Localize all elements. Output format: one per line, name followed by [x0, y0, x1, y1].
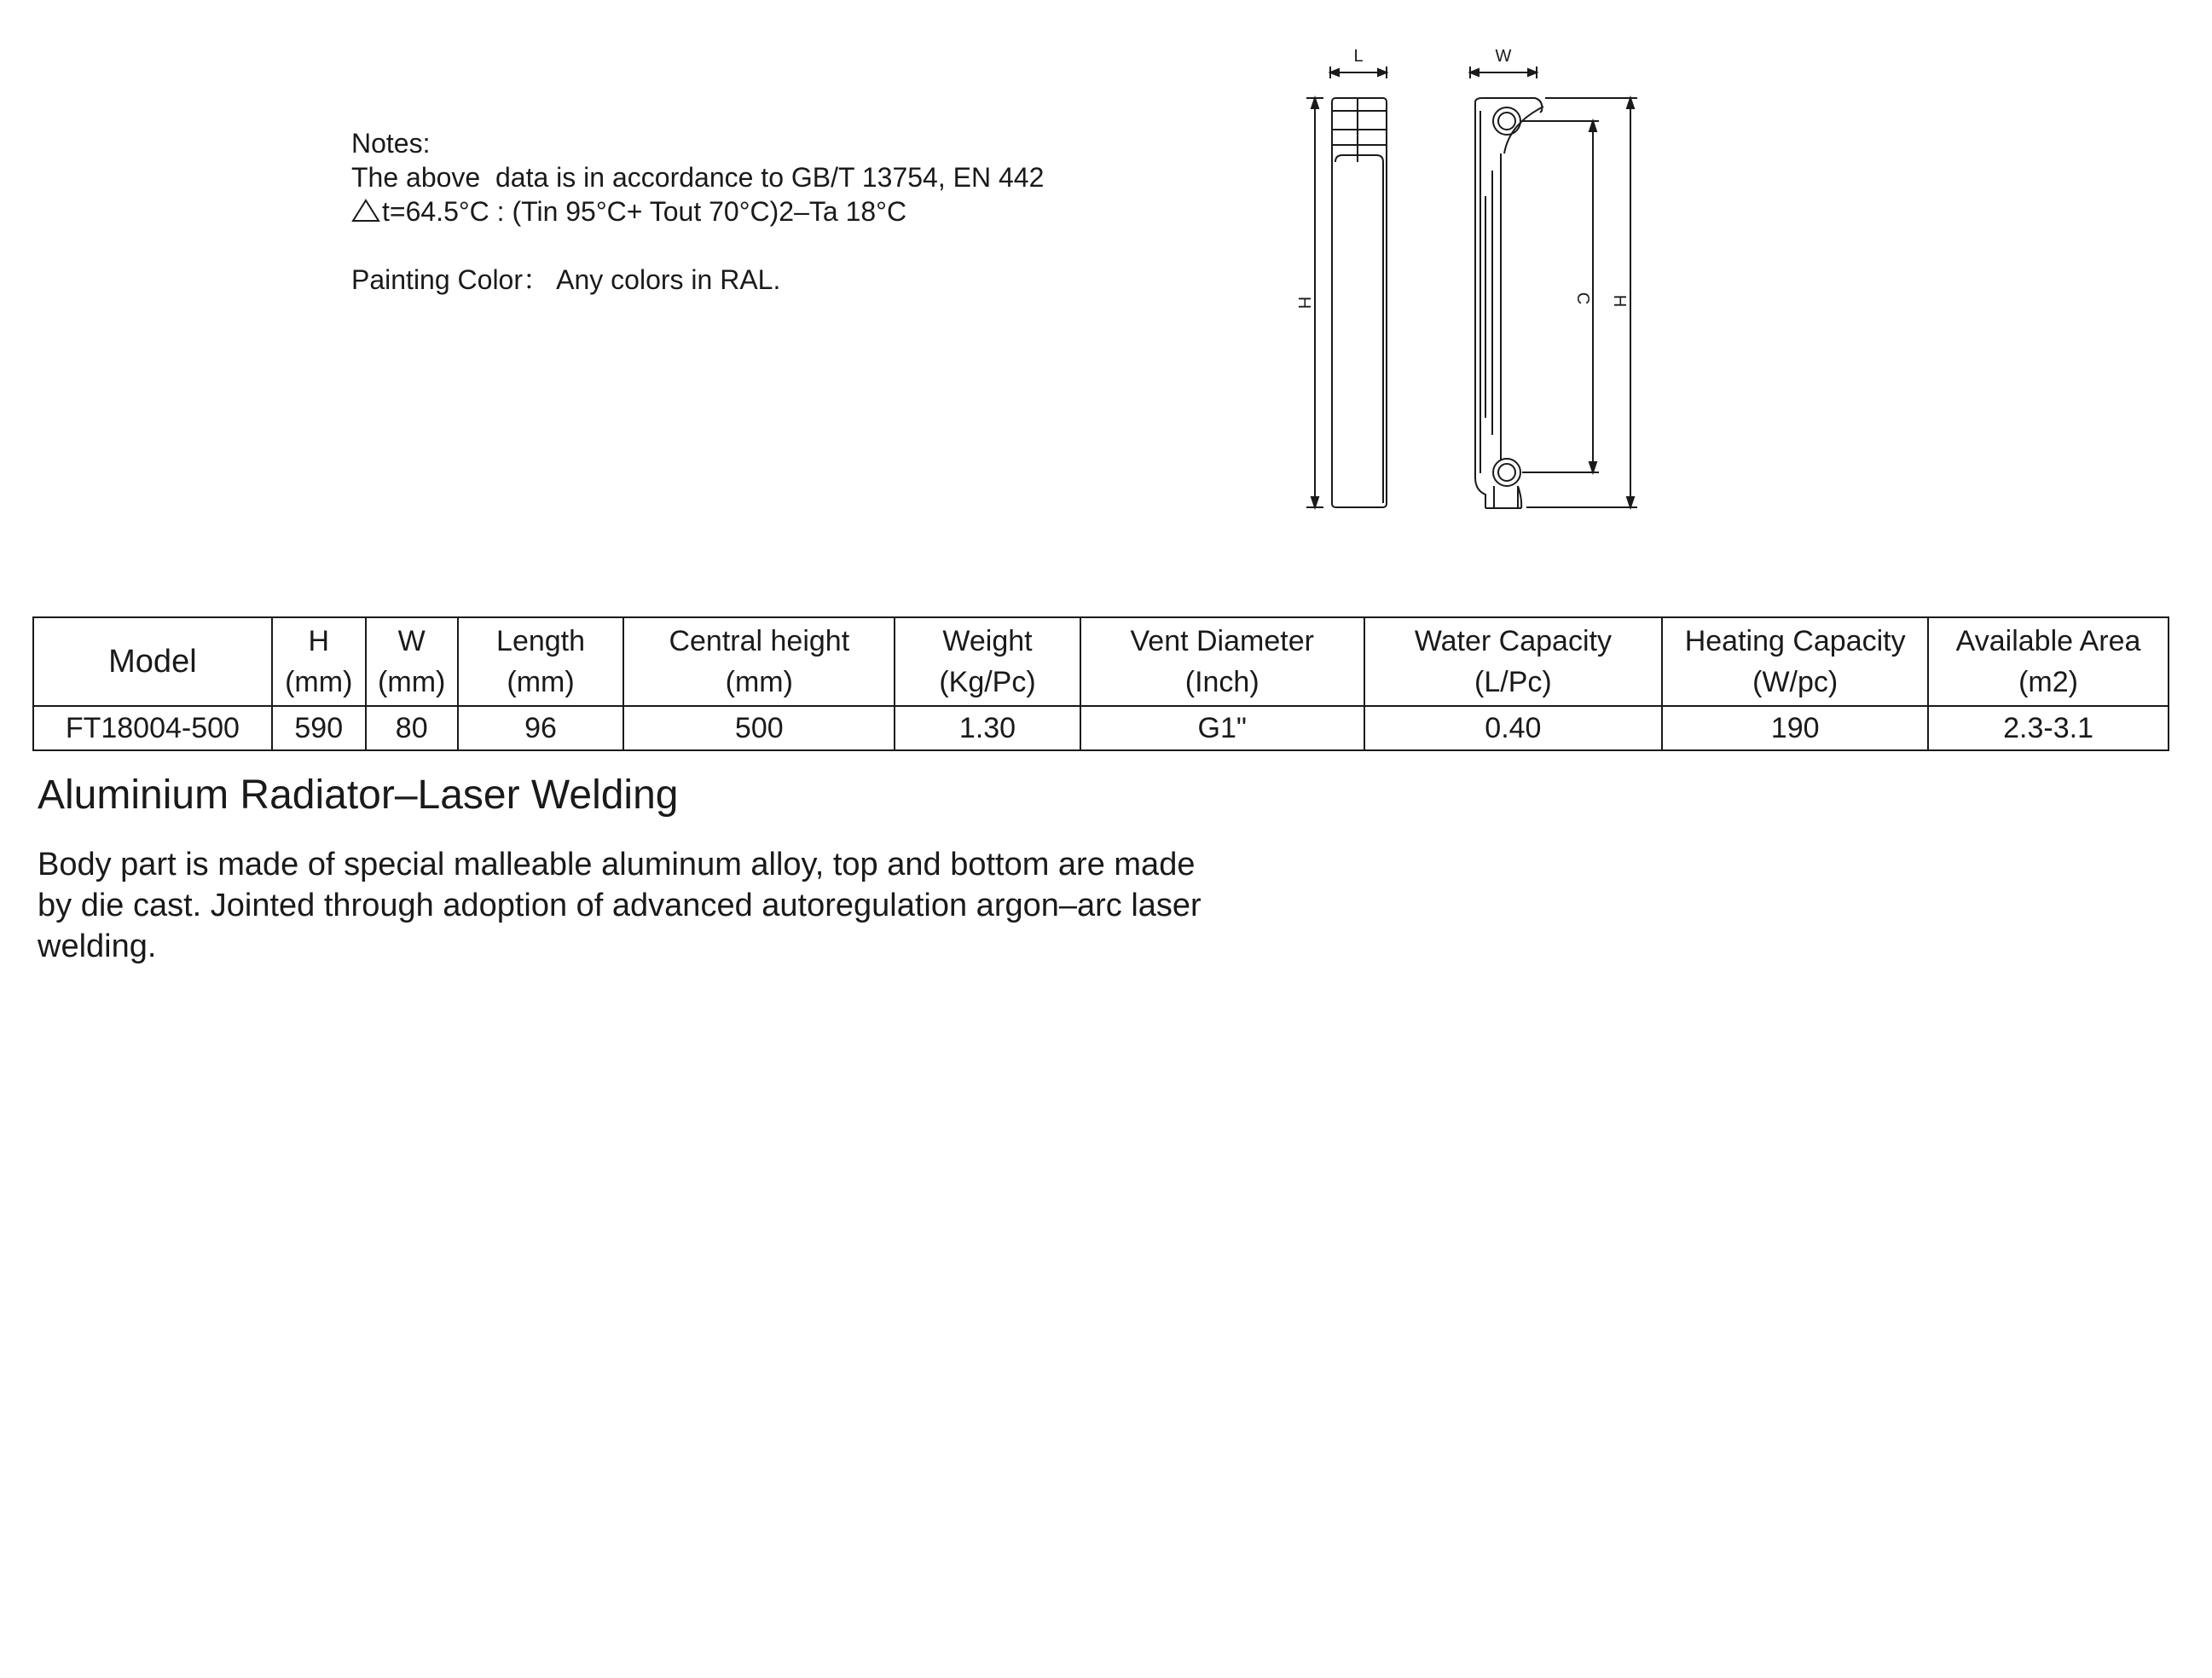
spec-table: [32, 616, 2169, 751]
header-available-area: Available Area (m2): [1928, 617, 2169, 706]
center-label: C: [1573, 292, 1592, 305]
header-length: Length (mm): [458, 617, 624, 706]
cell-water-capacity: 0.40: [1364, 706, 1663, 750]
side-view: [1470, 67, 1637, 508]
product-description: Body part is made of special malleable aluminum alloy, top and bottom are made by die cast. Jointed through adoption of advanced autoregulation argon–arc laser welding.: [38, 847, 1202, 964]
notes-heading: Notes:: [351, 128, 431, 159]
cell-vent-diameter: G1": [1080, 706, 1364, 750]
header-model: Model: [33, 617, 272, 706]
header-weight: Weight (Kg/Pc): [895, 617, 1080, 706]
notes-spacer: [351, 229, 1044, 263]
cell-h: 590: [272, 706, 366, 750]
header-heating-capacity: Heating Capacity (W/pc): [1662, 617, 1928, 706]
section-title: Aluminium Radiator–Laser Welding: [38, 772, 679, 818]
height-label-side: H: [1610, 294, 1629, 308]
cell-model: FT18004-500: [33, 706, 272, 750]
notes-block: [351, 126, 1044, 297]
height-label-front: H: [1294, 296, 1313, 310]
cell-w: 80: [366, 706, 458, 750]
notes-delta-text: t=64.5°C : (Tin 95°C+ Tout 70°C)2–Ta 18°C: [382, 196, 907, 227]
header-central-height: Central height (mm): [623, 617, 895, 706]
cell-weight: 1.30: [895, 706, 1080, 750]
notes-painting-line: Painting Color： Any colors in RAL.: [351, 264, 781, 295]
header-water-capacity: Water Capacity (L/Pc): [1364, 617, 1663, 706]
length-label: L: [1353, 47, 1364, 66]
table-header-row: [33, 617, 2169, 706]
cell-heating-capacity: 190: [1662, 706, 1928, 750]
radiator-technical-drawing: [1262, 34, 1654, 529]
notes-standard-line: The above data is in accordance to GB/T 13754, EN 442: [351, 162, 1045, 193]
header-vent-diameter: Vent Diameter (Inch): [1080, 617, 1364, 706]
delta-triangle-icon: [351, 199, 380, 223]
notes-delta-line: [351, 194, 1044, 229]
front-view: [1306, 67, 1387, 507]
header-h: H (mm): [272, 617, 366, 706]
cell-length: 96: [458, 706, 624, 750]
table-row: [33, 706, 2169, 750]
cell-central-height: 500: [623, 706, 895, 750]
header-w: W (mm): [366, 617, 458, 706]
width-label: W: [1495, 47, 1512, 66]
cell-available-area: 2.3-3.1: [1928, 706, 2169, 750]
